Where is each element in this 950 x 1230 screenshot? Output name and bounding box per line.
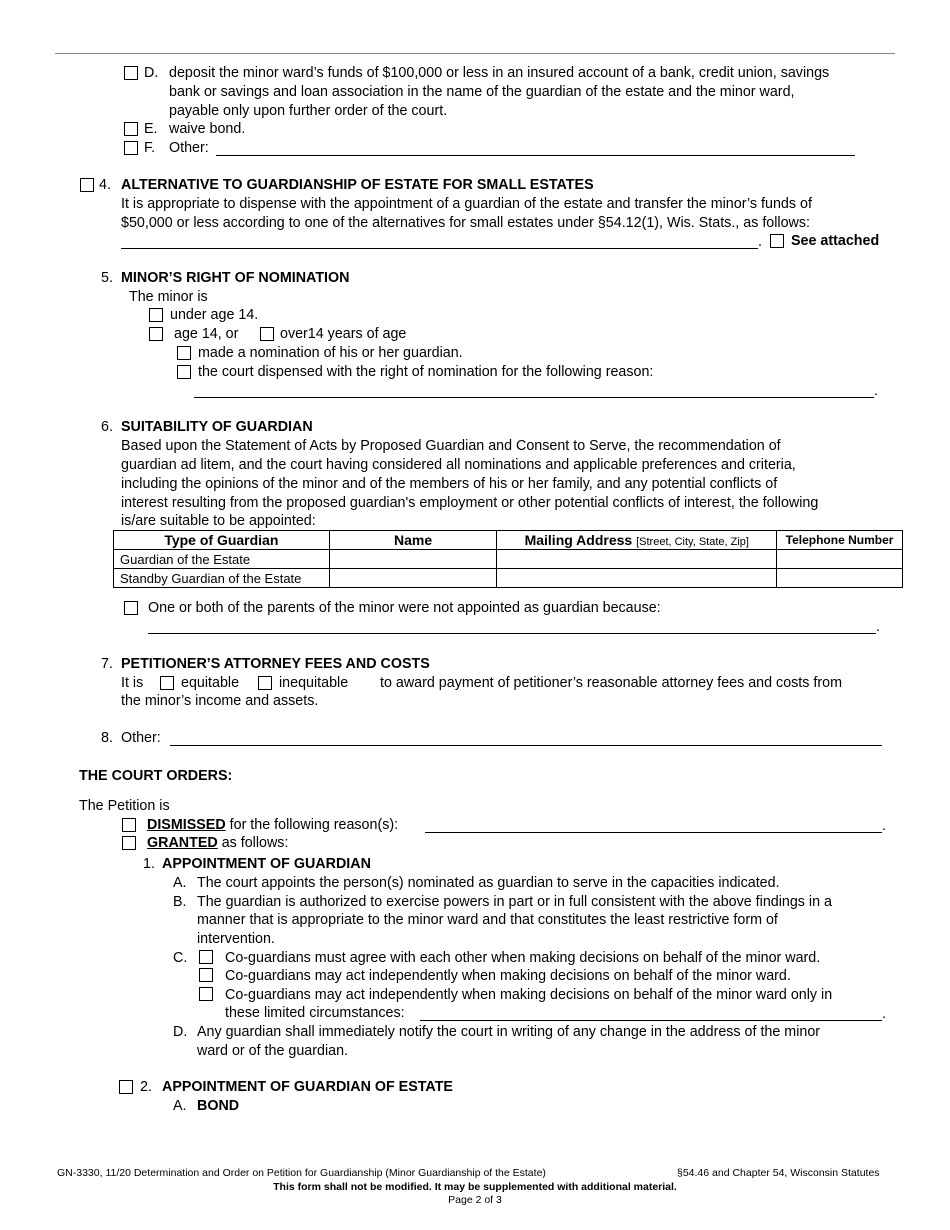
table-row xyxy=(114,569,903,588)
option-f-letter: F. xyxy=(144,140,156,156)
over-14-label: over14 years of age xyxy=(280,326,407,342)
section-7-title: PETITIONER’S ATTORNEY FEES AND COSTS xyxy=(121,656,430,672)
section-4-checkbox[interactable] xyxy=(80,178,94,192)
order-a-letter: A. xyxy=(173,875,187,891)
dismissed-label: DISMISSED xyxy=(147,817,226,833)
name-cell[interactable] xyxy=(329,569,497,588)
option-d-line-2: bank or savings and loan association in the name of the guardian of the estate and the minor ward, xyxy=(169,84,795,100)
co-guardians-independent-checkbox[interactable] xyxy=(199,968,213,982)
guardian-table xyxy=(113,530,903,588)
limited-circumstances-field[interactable] xyxy=(420,1020,882,1021)
dismissed-checkbox[interactable] xyxy=(122,818,136,832)
over-14-checkbox[interactable] xyxy=(260,327,274,341)
order-2-checkbox[interactable] xyxy=(119,1080,133,1094)
section-4-title: ALTERNATIVE TO GUARDIANSHIP OF ESTATE FOR SMALL ESTATES xyxy=(121,177,594,193)
co-guardians-independent-label: Co-guardians may act independently when making decisions on behalf of the minor ward. xyxy=(225,968,791,984)
guardian-table-header xyxy=(114,531,903,550)
section-4-blank-field[interactable] xyxy=(121,248,758,249)
co-guardians-limited-line-1: Co-guardians may act independently when making decisions on behalf of the minor ward only in xyxy=(225,987,833,1003)
option-d-line-3: payable only upon further order of the court. xyxy=(169,103,448,119)
option-e-checkbox[interactable] xyxy=(124,122,138,136)
section-6-line-4: interest resulting from the proposed guardian's employment or other potential conflicts of interest, the following xyxy=(121,495,819,511)
granted-checkbox[interactable] xyxy=(122,836,136,850)
col-mailing-address: Mailing Address [Street, City, State, Zip] xyxy=(497,531,777,550)
order-b-line-3: intervention. xyxy=(197,931,275,947)
order-2-number: 2. xyxy=(140,1079,152,1095)
order-a-text: The court appoints the person(s) nominated as guardian to serve in the capacities indicated. xyxy=(197,875,780,891)
inequitable-checkbox[interactable] xyxy=(258,676,272,690)
address-hint: [Street, City, State, Zip] xyxy=(636,536,749,548)
order-b-line-2: manner that is appropriate to the minor ward and that constitutes the least restrictive form of xyxy=(197,912,778,928)
nomination-reason-field[interactable] xyxy=(194,397,874,398)
inequitable-label: inequitable xyxy=(279,675,349,691)
order-d-line-1: Any guardian shall immediately notify the court in writing of any change in the address of the minor xyxy=(197,1024,821,1040)
option-f-other-field[interactable] xyxy=(216,155,855,156)
co-guardians-limited-checkbox[interactable] xyxy=(199,987,213,1001)
order-b-letter: B. xyxy=(173,894,187,910)
section-8-other-field[interactable] xyxy=(170,745,882,746)
court-orders-title: THE COURT ORDERS: xyxy=(79,768,233,784)
option-f-checkbox[interactable] xyxy=(124,141,138,155)
option-d-line-1: deposit the minor ward’s funds of $100,000 or less in an insured account of a bank, credit union, savings xyxy=(169,65,830,81)
option-f-label: Other: xyxy=(169,140,209,156)
section-4-line-1: It is appropriate to dispense with the appointment of a guardian of the estate and transfer the minor’s funds of xyxy=(121,196,812,212)
option-d-letter: D. xyxy=(144,65,159,81)
dismissed-reason-field[interactable] xyxy=(425,832,882,833)
section-5-number: 5. xyxy=(101,270,113,286)
phone-cell[interactable] xyxy=(777,550,903,569)
section-5-intro: The minor is xyxy=(129,289,208,305)
granted-rest: as follows: xyxy=(221,835,289,851)
option-e-text: waive bond. xyxy=(169,121,246,137)
equitable-checkbox[interactable] xyxy=(160,676,174,690)
section-8-label: Other: xyxy=(121,730,161,746)
parents-not-appointed-checkbox[interactable] xyxy=(124,601,138,615)
section-4-line-2: $50,000 or less according to one of the alternatives for small estates under §54.12(1), Wis. Stats., as follows: xyxy=(121,215,810,231)
order-1-title: APPOINTMENT OF GUARDIAN xyxy=(162,856,371,872)
order-d-letter: D. xyxy=(173,1024,188,1040)
order-c-letter: C. xyxy=(173,950,188,966)
made-nomination-checkbox[interactable] xyxy=(177,346,191,360)
footer-page-number: Page 2 of 3 xyxy=(448,1194,502,1206)
row-type: Standby Guardian of the Estate xyxy=(114,569,330,588)
option-d-checkbox[interactable] xyxy=(124,66,138,80)
footer-notice: This form shall not be modified. It may be supplemented with additional material. xyxy=(273,1181,677,1193)
age-14-checkbox[interactable] xyxy=(149,327,163,341)
row-type: Guardian of the Estate xyxy=(114,550,330,569)
footer-statute: §54.46 and Chapter 54, Wisconsin Statutes xyxy=(677,1167,880,1179)
section-4-number: 4. xyxy=(99,177,111,193)
order-1-number: 1. xyxy=(143,856,155,872)
option-e-letter: E. xyxy=(144,121,158,137)
dismissed-rest: for the following reason(s): xyxy=(229,817,399,833)
section-8-number: 8. xyxy=(101,730,113,746)
footer-form-id: GN-3330, 11/20 Determination and Order on Petition for Guardianship (Minor Guardianship of the Estate) xyxy=(57,1167,546,1179)
section-7-rest: to award payment of petitioner’s reasonable attorney fees and costs from xyxy=(380,675,842,691)
order-b-line-1: The guardian is authorized to exercise powers in part or in full consistent with the above findings in a xyxy=(197,894,832,910)
address-cell[interactable] xyxy=(497,569,777,588)
order-2a-letter: A. xyxy=(173,1098,187,1114)
order-2-title: APPOINTMENT OF GUARDIAN OF ESTATE xyxy=(162,1079,453,1095)
dispensed-nomination-label: the court dispensed with the right of nomination for the following reason: xyxy=(198,364,654,380)
see-attached-checkbox[interactable] xyxy=(770,234,784,248)
made-nomination-label: made a nomination of his or her guardian. xyxy=(198,345,463,361)
co-guardians-agree-label: Co-guardians must agree with each other when making decisions on behalf of the minor ward. xyxy=(225,950,821,966)
col-telephone: Telephone Number xyxy=(777,531,903,550)
phone-cell[interactable] xyxy=(777,569,903,588)
under-14-label: under age 14. xyxy=(170,307,259,323)
granted-label: GRANTED xyxy=(147,835,218,851)
co-guardians-agree-checkbox[interactable] xyxy=(199,950,213,964)
section-6-number: 6. xyxy=(101,419,113,435)
section-6-line-3: including the opinions of the minor and of the members of his or her family, and any potential conflicts of xyxy=(121,476,778,492)
dispensed-nomination-checkbox[interactable] xyxy=(177,365,191,379)
section-6-line-1: Based upon the Statement of Acts by Proposed Guardian and Consent to Serve, the recommendation of xyxy=(121,438,781,454)
section-7-line-2: the minor’s income and assets. xyxy=(121,693,319,709)
col-name: Name xyxy=(329,531,497,550)
parents-not-appointed-label: One or both of the parents of the minor were not appointed as guardian because: xyxy=(148,600,661,616)
section-7-number: 7. xyxy=(101,656,113,672)
header-rule xyxy=(55,53,895,54)
petition-is-label: The Petition is xyxy=(79,798,170,814)
parents-reason-field[interactable] xyxy=(148,633,876,634)
equitable-label: equitable xyxy=(181,675,240,691)
co-guardians-limited-line-2: these limited circumstances: xyxy=(225,1005,405,1021)
section-6-line-2: guardian ad litem, and the court having considered all nominations and applicable preferences and criteria, xyxy=(121,457,796,473)
order-d-line-2: ward or of the guardian. xyxy=(197,1043,349,1059)
under-14-checkbox[interactable] xyxy=(149,308,163,322)
see-attached-label: See attached xyxy=(791,233,880,249)
order-2a-title: BOND xyxy=(197,1098,240,1114)
it-is-label: It is xyxy=(121,675,144,691)
table-row xyxy=(114,550,903,569)
name-cell[interactable] xyxy=(329,550,497,569)
section-6-line-5: is/are suitable to be appointed: xyxy=(121,513,316,529)
address-cell[interactable] xyxy=(497,550,777,569)
section-5-title: MINOR’S RIGHT OF NOMINATION xyxy=(121,270,350,286)
section-6-title: SUITABILITY OF GUARDIAN xyxy=(121,419,313,435)
col-type-of-guardian: Type of Guardian xyxy=(114,531,330,550)
age-14-label: age 14, or xyxy=(174,326,239,342)
